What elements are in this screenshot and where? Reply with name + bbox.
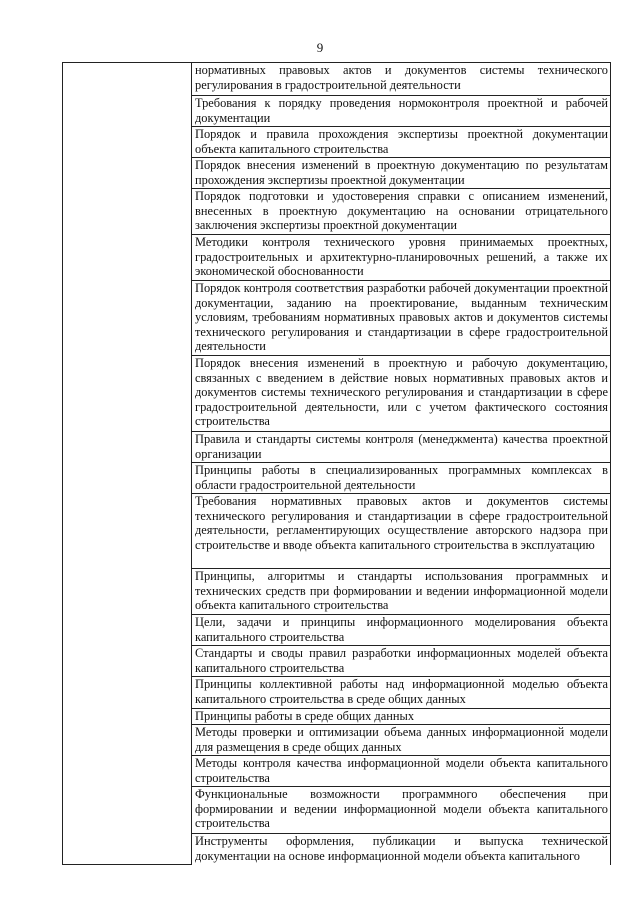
page-number: 9 [316,40,324,55]
table-cell-text: Порядок подготовки и удостоверения справки с описанием изменений, внесенных в проектную документацию на основании отрицательного заключения экспертизы проектной документации [192,189,611,235]
table-cell-text: Порядок внесения изменений в проектную и рабочую документацию, связанных с введением в действие новых нормативных правовых актов и документов системы технического регулирования и стандартизации в сфере градостроительной деятельности, или с учетом фактического состояния строительства [192,356,611,432]
table-cell-text: Порядок и правила прохождения экспертизы проектной документации объекта капитального строительства [192,127,611,158]
table-cell-text: Принципы, алгоритмы и стандарты использования программных и технических средств при формировании и ведении информационной модели объекта капитального строительства [192,569,611,615]
table-cell-text: Требования к порядку проведения нормоконтроля проектной и рабочей документации [192,96,611,127]
table-row [63,63,611,96]
table-cell-text: Стандарты и своды правил разработки информационных моделей объекта капитального строительства [192,646,611,677]
table-cell-text: Методы проверки и оптимизации объема данных информационной модели для размещения в среде общих данных [192,725,611,756]
table-cell-text: Принципы коллективной работы над информационной моделью объекта капитального строительства в среде общих данных [192,677,611,709]
table-cell-text: Принципы работы в специализированных программных комплексах в области градостроительной деятельности [192,463,611,494]
table-cell-text: Порядок контроля соответствия разработки рабочей документации проектной документации, заданию на проектирование, выданным техническим условиям, требованиям нормативных правовых актов и документов системы технического регулирования и стандартизации в сфере градостроительной деятельности [192,281,611,356]
table-cell-text: нормативных правовых актов и документов системы технического регулирования в градостроительной деятельности [192,63,611,96]
table-cell-text: Правила и стандарты системы контроля (менеджмента) качества проектной организации [192,432,611,463]
table-cell-text: Цели, задачи и принципы информационного моделирования объекта капитального строительства [192,615,611,646]
table-cell-text: Принципы работы в среде общих данных [192,709,611,725]
requirements-table [62,62,611,865]
table-cell-text: Инструменты оформления, публикации и выпуска технической документации на основе информационной модели объекта капитального [192,834,611,865]
table-cell-text: Требования нормативных правовых актов и документов системы технического регулирования и стандартизации в сфере градостроительной деятельности, регламентирующих осуществление авторского надзора при строительстве и вводе объекта капитального строительства в эксплуатацию [192,494,611,569]
left-column-cell [63,63,192,865]
table-cell-text: Методики контроля технического уровня принимаемых проектных, градостроительных и архитектурно-планировочных решений, а также их экономической обоснованности [192,235,611,281]
table-cell-text: Функциональные возможности программного обеспечения при формировании и ведении информационной модели объекта капитального строительства [192,787,611,834]
table-cell-text: Методы контроля качества информационной модели объекта капитального строительства [192,756,611,787]
table-cell-text: Порядок внесения изменений в проектную документацию по результатам прохождения экспертизы проектной документации [192,158,611,189]
